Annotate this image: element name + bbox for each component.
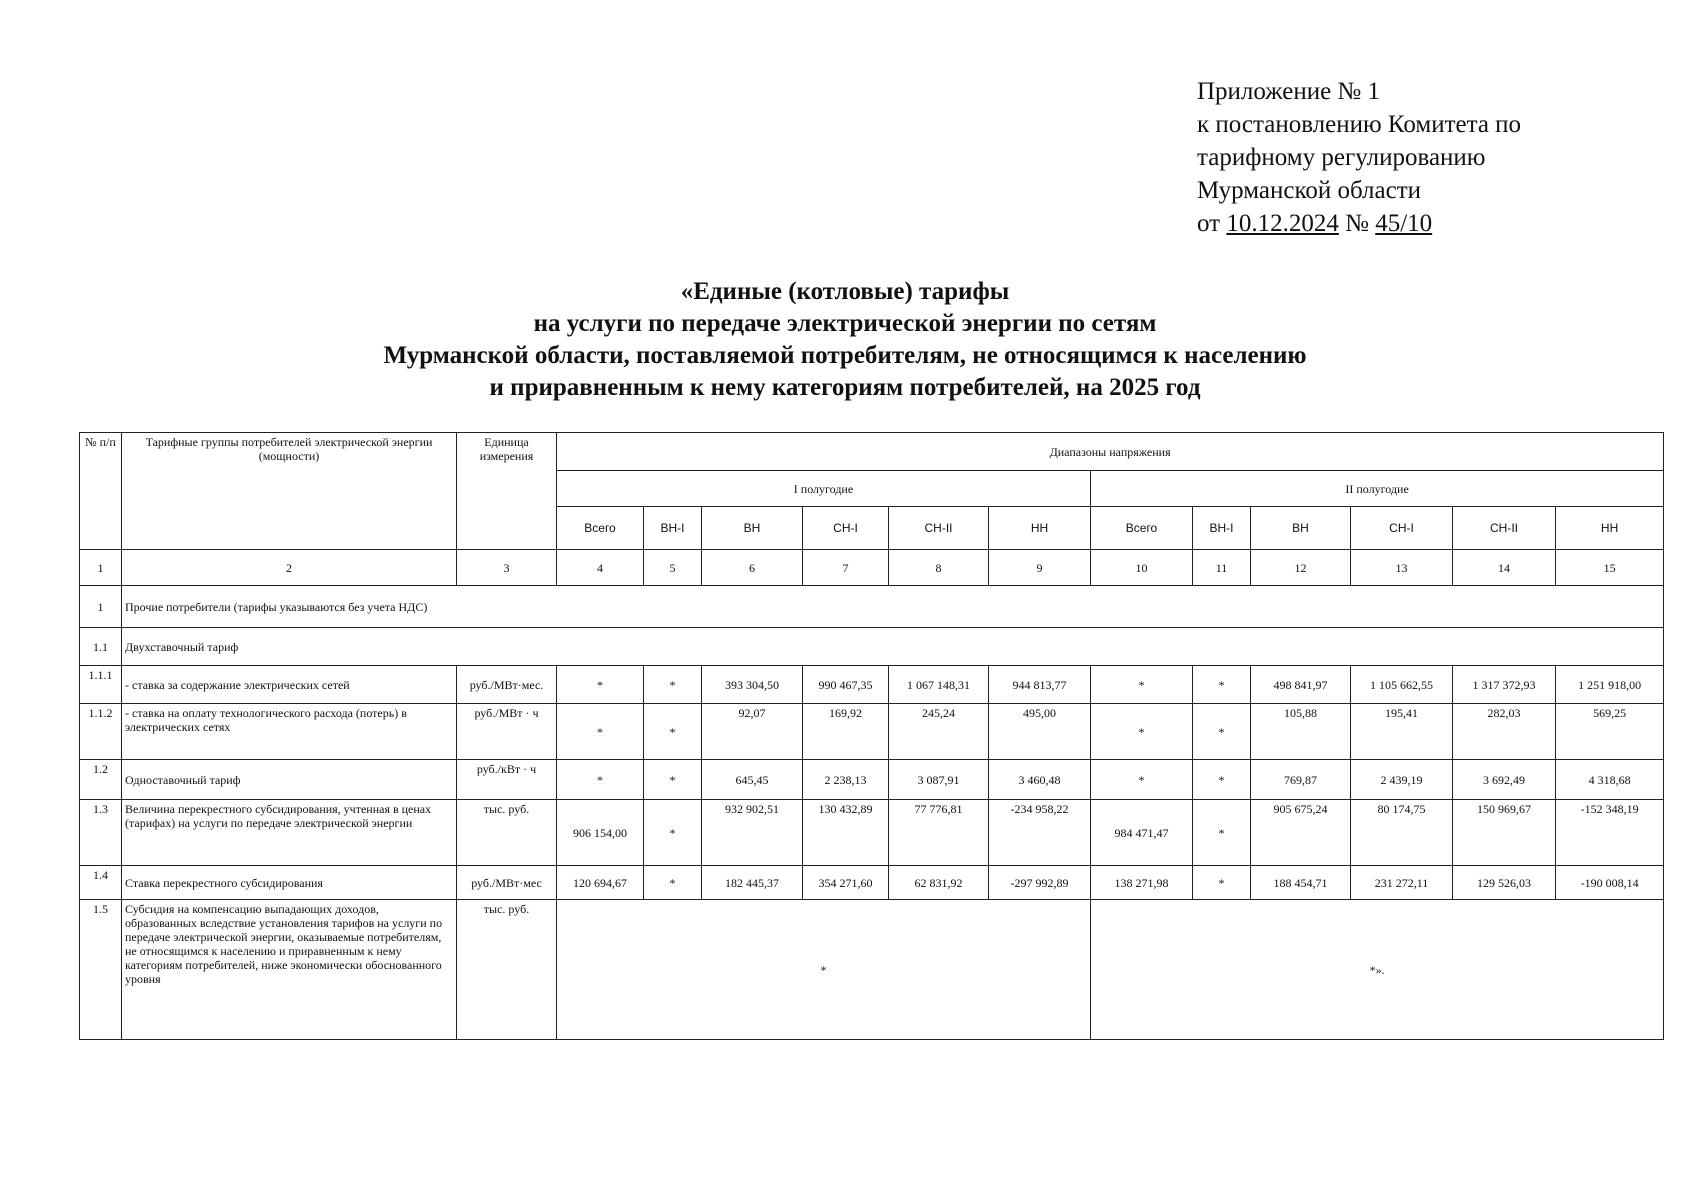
row-name: - ставка на оплату технологического расхода (потерь) в электрических сетях bbox=[122, 704, 457, 760]
row-num: 1.4 bbox=[80, 866, 122, 900]
table-row bbox=[80, 866, 1664, 900]
value-cell: 769,87 bbox=[1251, 760, 1351, 800]
value-cell: 2 238,13 bbox=[803, 760, 889, 800]
document-title bbox=[0, 276, 1690, 404]
header-col-1-4: СН-I bbox=[803, 507, 889, 550]
row-unit: тыс. руб. bbox=[457, 800, 557, 866]
header-col-1-1: Всего bbox=[557, 507, 644, 550]
appendix-number-sign: № bbox=[1345, 210, 1369, 237]
column-number: 15 bbox=[1556, 550, 1664, 586]
value-cell: 195,41 bbox=[1351, 704, 1453, 760]
value-cell: 282,03 bbox=[1453, 704, 1556, 760]
column-number: 8 bbox=[889, 550, 989, 586]
value-cell: 245,24 bbox=[889, 704, 989, 760]
appendix-number: 45/10 bbox=[1375, 210, 1433, 237]
value-cell: * bbox=[557, 666, 644, 704]
header-col-2-6: НН bbox=[1556, 507, 1664, 550]
header-col-2-3: ВН bbox=[1251, 507, 1351, 550]
header-col-2-5: СН-II bbox=[1453, 507, 1556, 550]
header-col-1-5: СН-II bbox=[889, 507, 989, 550]
value-cell: 92,07 bbox=[702, 704, 803, 760]
column-number: 3 bbox=[457, 550, 557, 586]
value-cell: 990 467,35 bbox=[803, 666, 889, 704]
row-num: 1.1.2 bbox=[80, 704, 122, 760]
value-cell: * bbox=[644, 760, 702, 800]
column-number: 2 bbox=[122, 550, 457, 586]
row-unit: тыс. руб. bbox=[457, 900, 557, 1040]
appendix-line-4: Мурманской области bbox=[1197, 177, 1422, 204]
row-unit: руб./МВт · ч bbox=[457, 704, 557, 760]
value-cell: 354 271,60 bbox=[803, 866, 889, 900]
value-cell: 2 439,19 bbox=[1351, 760, 1453, 800]
value-cell: * bbox=[644, 866, 702, 900]
row-unit: руб./кВт · ч bbox=[457, 760, 557, 800]
section-row bbox=[80, 586, 1664, 628]
row-name: Ставка перекрестного субсидирования bbox=[122, 866, 457, 900]
value-cell: * bbox=[1193, 866, 1251, 900]
section-name: Двухставочный тариф bbox=[122, 628, 1664, 666]
row-num: 1.2 bbox=[80, 760, 122, 800]
value-cell: 169,92 bbox=[803, 704, 889, 760]
section-name: Прочие потребители (тарифы указываются без учета НДС) bbox=[122, 586, 1664, 628]
appendix-line-1: Приложение № 1 bbox=[1197, 78, 1381, 105]
header-col-1-6: НН bbox=[989, 507, 1091, 550]
header-num: № п/п bbox=[80, 433, 122, 550]
value-cell: 906 154,00 bbox=[557, 800, 644, 866]
value-cell: 3 692,49 bbox=[1453, 760, 1556, 800]
value-cell: 569,25 bbox=[1556, 704, 1664, 760]
appendix-line-3: тарифному регулированию bbox=[1197, 144, 1486, 171]
value-cell: 188 454,71 bbox=[1251, 866, 1351, 900]
value-cell: -152 348,19 bbox=[1556, 800, 1664, 866]
column-number: 1 bbox=[80, 550, 122, 586]
value-cell: 120 694,67 bbox=[557, 866, 644, 900]
section-num: 1 bbox=[80, 586, 122, 628]
value-cell: * bbox=[557, 760, 644, 800]
value-cell: 182 445,37 bbox=[702, 866, 803, 900]
table-row bbox=[80, 666, 1664, 704]
column-number: 12 bbox=[1251, 550, 1351, 586]
value-cell: * bbox=[1091, 666, 1193, 704]
row-unit: руб./МВт·мес. bbox=[457, 666, 557, 704]
header-ranges: Диапазоны напряжения bbox=[557, 433, 1664, 471]
appendix-date: 10.12.2024 bbox=[1226, 210, 1339, 237]
appendix-block bbox=[1197, 75, 1521, 240]
column-number-row bbox=[80, 550, 1664, 586]
column-number: 4 bbox=[557, 550, 644, 586]
merged-value-half-1: * bbox=[557, 900, 1091, 1040]
value-cell: 1 105 662,55 bbox=[1351, 666, 1453, 704]
value-cell: 944 813,77 bbox=[989, 666, 1091, 704]
title-line-2: на услуги по передаче электрической энергии по сетям bbox=[533, 310, 1157, 337]
row-name: Субсидия на компенсацию выпадающих доходов, образованных вследствие установления тарифов на услуги по передаче электрической энергии, оказываемые потребителям, не относящимся к населению и приравненным к нему категориям потребителей, ниже экономически обоснованного уровня bbox=[122, 900, 457, 1040]
value-cell: * bbox=[644, 704, 702, 760]
value-cell: -234 958,22 bbox=[989, 800, 1091, 866]
value-cell: * bbox=[1091, 760, 1193, 800]
column-number: 10 bbox=[1091, 550, 1193, 586]
value-cell: 984 471,47 bbox=[1091, 800, 1193, 866]
appendix-line-2: к постановлению Комитета по bbox=[1197, 111, 1522, 138]
value-cell: 77 776,81 bbox=[889, 800, 989, 866]
header-col-1-2: ВН-I bbox=[644, 507, 702, 550]
column-number: 11 bbox=[1193, 550, 1251, 586]
table-row bbox=[80, 704, 1664, 760]
row-name: Одноставочный тариф bbox=[122, 760, 457, 800]
value-cell: 905 675,24 bbox=[1251, 800, 1351, 866]
column-number: 7 bbox=[803, 550, 889, 586]
header-unit: Единица измерения bbox=[457, 433, 557, 550]
section-num: 1.1 bbox=[80, 628, 122, 666]
appendix-date-prefix: от bbox=[1197, 210, 1221, 237]
row-num: 1.3 bbox=[80, 800, 122, 866]
value-cell: * bbox=[1193, 760, 1251, 800]
value-cell: -190 008,14 bbox=[1556, 866, 1664, 900]
row-name: - ставка за содержание электрических сетей bbox=[122, 666, 457, 704]
table-row bbox=[80, 900, 1664, 1040]
value-cell: 62 831,92 bbox=[889, 866, 989, 900]
column-number: 5 bbox=[644, 550, 702, 586]
value-cell: 3 087,91 bbox=[889, 760, 989, 800]
value-cell: 645,45 bbox=[702, 760, 803, 800]
value-cell: 932 902,51 bbox=[702, 800, 803, 866]
header-half-2: II полугодие bbox=[1091, 471, 1664, 507]
value-cell: 1 317 372,93 bbox=[1453, 666, 1556, 704]
value-cell: 1 067 148,31 bbox=[889, 666, 989, 704]
value-cell: 498 841,97 bbox=[1251, 666, 1351, 704]
row-num: 1.5 bbox=[80, 900, 122, 1040]
title-line-1: «Единые (котловые) тарифы bbox=[680, 278, 1010, 305]
value-cell: * bbox=[1193, 800, 1251, 866]
value-cell: 138 271,98 bbox=[1091, 866, 1193, 900]
value-cell: -297 992,89 bbox=[989, 866, 1091, 900]
value-cell: 80 174,75 bbox=[1351, 800, 1453, 866]
value-cell: 3 460,48 bbox=[989, 760, 1091, 800]
column-number: 13 bbox=[1351, 550, 1453, 586]
column-number: 9 bbox=[989, 550, 1091, 586]
value-cell: * bbox=[1091, 704, 1193, 760]
value-cell: 4 318,68 bbox=[1556, 760, 1664, 800]
column-number: 6 bbox=[702, 550, 803, 586]
row-name: Величина перекрестного субсидирования, учтенная в ценах (тарифах) на услуги по передаче электрической энергии bbox=[122, 800, 457, 866]
title-line-3: Мурманской области, поставляемой потребителям, не относящимся к населению bbox=[383, 342, 1307, 369]
header-col-1-3: ВН bbox=[702, 507, 803, 550]
header-col-2-2: ВН-I bbox=[1193, 507, 1251, 550]
section-row bbox=[80, 628, 1664, 666]
appendix-date-line bbox=[1197, 207, 1521, 240]
value-cell: 393 304,50 bbox=[702, 666, 803, 704]
header-row-ranges bbox=[80, 433, 1664, 471]
value-cell: 495,00 bbox=[989, 704, 1091, 760]
value-cell: 129 526,03 bbox=[1453, 866, 1556, 900]
table-row bbox=[80, 800, 1664, 866]
row-unit: руб./МВт·мес bbox=[457, 866, 557, 900]
value-cell: 150 969,67 bbox=[1453, 800, 1556, 866]
value-cell: 1 251 918,00 bbox=[1556, 666, 1664, 704]
value-cell: 231 272,11 bbox=[1351, 866, 1453, 900]
header-groups: Тарифные группы потребителей электрической энергии (мощности) bbox=[122, 433, 457, 550]
value-cell: * bbox=[1193, 704, 1251, 760]
value-cell: * bbox=[644, 800, 702, 866]
value-cell: 105,88 bbox=[1251, 704, 1351, 760]
tariff-table bbox=[79, 432, 1664, 1040]
title-line-4: и приравненным к нему категориям потребителей, на 2025 год bbox=[489, 374, 1201, 401]
merged-value-half-2: *». bbox=[1091, 900, 1664, 1040]
value-cell: * bbox=[1193, 666, 1251, 704]
header-col-2-4: СН-I bbox=[1351, 507, 1453, 550]
header-half-1: I полугодие bbox=[557, 471, 1091, 507]
column-number: 14 bbox=[1453, 550, 1556, 586]
value-cell: * bbox=[644, 666, 702, 704]
row-num: 1.1.1 bbox=[80, 666, 122, 704]
header-col-2-1: Всего bbox=[1091, 507, 1193, 550]
value-cell: 130 432,89 bbox=[803, 800, 889, 866]
value-cell: * bbox=[557, 704, 644, 760]
table-row bbox=[80, 760, 1664, 800]
